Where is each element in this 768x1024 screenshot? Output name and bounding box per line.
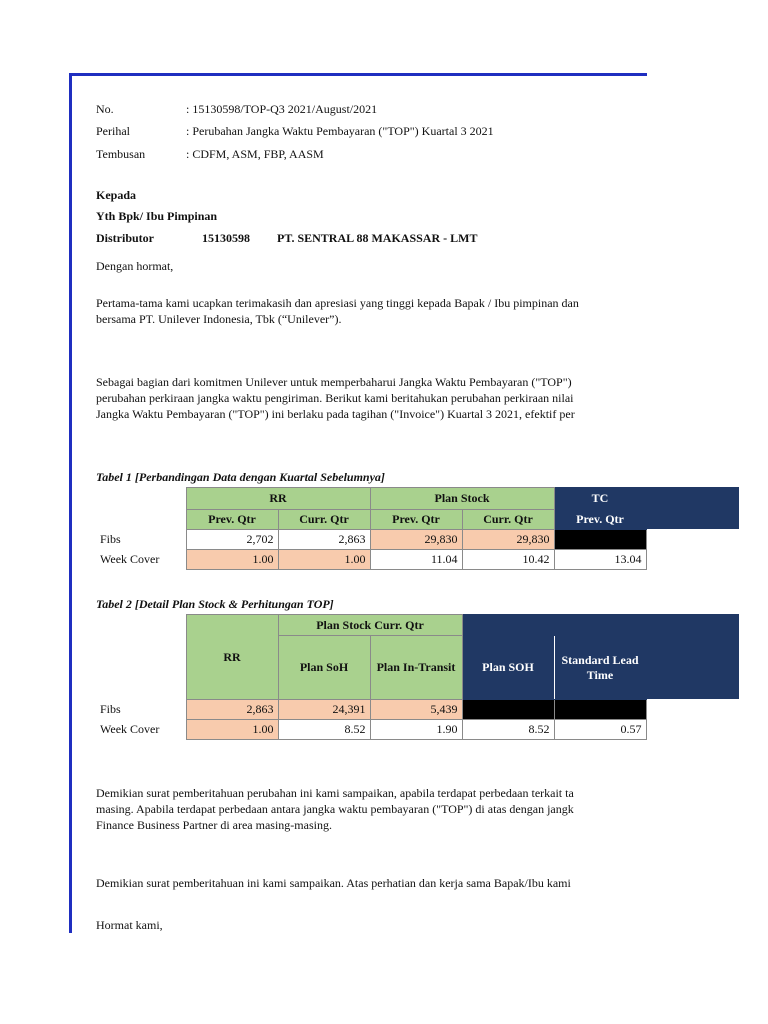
distributor-name: PT. SENTRAL 88 MAKASSAR - LMT [277,231,478,245]
greeting: Dengan hormat, [96,259,174,273]
table-cell: 24,391 [278,700,370,720]
paragraph-2-line-1: Sebagai bagian dari komitmen Unilever untuk memperbaharui Jangka Waktu Pembayaran ("TOP") [96,375,572,389]
table2-header-rr: RR [186,615,278,700]
paragraph-3-line-2: masing. Apabila terdapat perbedaan antara jangka waktu pembayaran ("TOP") di atas dengan jangk [96,802,574,816]
table2-title: Tabel 2 [Detail Plan Stock & Perhitungan TOP] [96,597,334,611]
table-cell: 2,863 [278,530,370,550]
yth-line: Yth Bpk/ Ibu Pimpinan [96,209,218,223]
table1 [96,487,647,570]
table-row [96,530,646,550]
table-cell [554,700,646,720]
table1-corner [96,488,186,510]
row-label: Week Cover [100,552,160,566]
table1-header-top: TC [554,488,646,510]
no-value: : 15130598/TOP-Q3 2021/August/2021 [186,102,378,116]
table-cell: 10.42 [462,550,554,570]
table-cell: 1.00 [278,550,370,570]
table2-header-plan-stock: Plan Stock Curr. Qtr [278,615,462,636]
paragraph-4-line-1: Demikian surat pemberitahuan ini kami sampaikan. Atas perhatian dan kerja sama Bapak/Ibu kami [96,876,571,890]
paragraph-2-line-3: Jangka Waktu Pembayaran ("TOP") ini berlaku pada tagihan ("Invoice") Kuartal 3 2021, efektif per [96,407,575,421]
table-cell: 1.00 [186,720,278,740]
paragraph-1-line-2: bersama PT. Unilever Indonesia, Tbk (“Unilever”). [96,312,342,326]
table-cell: 1.00 [186,550,278,570]
row-label: Week Cover [100,722,160,736]
table2-header-standard-lead-time: Standard Lead Time [554,636,646,700]
table2-header-plan-soh: Plan SoH [278,636,370,700]
table-cell: 2,702 [186,530,278,550]
table2-corner-2 [96,636,186,700]
table-row [96,700,646,720]
table-cell: 1.90 [370,720,462,740]
paragraph-1-line-1: Pertama-tama kami ucapkan terimakasih dan apresiasi yang tinggi kepada Bapak / Ibu pimpinan dan [96,296,579,310]
table-cell [554,530,646,550]
table1-corner-2 [96,510,186,530]
table2-header-top-group [462,615,646,636]
perihal-value: : Perubahan Jangka Waktu Pembayaran ("TOP") Kuartal 3 2021 [186,124,494,138]
table-cell: 8.52 [462,720,554,740]
table-row [96,720,646,740]
table-row [96,550,646,570]
perihal-label: Perihal [96,124,130,138]
table1-title: Tabel 1 [Perbandingan Data dengan Kuartal Sebelumnya] [96,470,385,484]
table-cell: 2,863 [186,700,278,720]
table1-subheader: Prev. Qtr [554,510,646,530]
no-label: No. [96,102,114,116]
table2-corner [96,615,186,636]
table2 [96,614,647,740]
tembusan-label: Tembusan [96,147,146,161]
table2-top-band-overflow [647,614,739,699]
table1-subheader: Curr. Qtr [462,510,554,530]
table-cell: 8.52 [278,720,370,740]
table1-subheader: Prev. Qtr [186,510,278,530]
row-label: Fibs [100,702,121,716]
tembusan-value: : CDFM, ASM, FBP, AASM [186,147,324,161]
table2-header-plan-soh-2: Plan SOH [462,636,554,700]
row-label: Fibs [100,532,121,546]
kepada-label: Kepada [96,188,137,202]
table1-header-plan-stock: Plan Stock [370,488,554,510]
paragraph-3-line-3: Finance Business Partner di area masing-masing. [96,818,332,832]
table1-top-band-overflow [647,487,739,529]
distributor-code: 15130598 [202,231,250,245]
paragraph-3-line-1: Demikian surat pemberitahuan perubahan ini kami sampaikan, apabila terdapat perbedaan terkait ta [96,786,574,800]
table-cell: 0.57 [554,720,646,740]
table1-subheader: Prev. Qtr [370,510,462,530]
paragraph-2-line-2: perubahan perkiraan jangka waktu pengiriman. Berikut kami beritahukan perubahan perkiraan nilai [96,391,574,405]
distributor-label: Distributor [96,231,154,245]
table-cell: 29,830 [370,530,462,550]
table-cell: 11.04 [370,550,462,570]
closing: Hormat kami, [96,918,163,932]
table-cell [462,700,554,720]
table-cell: 13.04 [554,550,646,570]
table1-header-rr: RR [186,488,370,510]
table-cell: 29,830 [462,530,554,550]
table-cell: 5,439 [370,700,462,720]
table1-subheader: Curr. Qtr [278,510,370,530]
table2-header-plan-in-transit: Plan In-Transit [370,636,462,700]
